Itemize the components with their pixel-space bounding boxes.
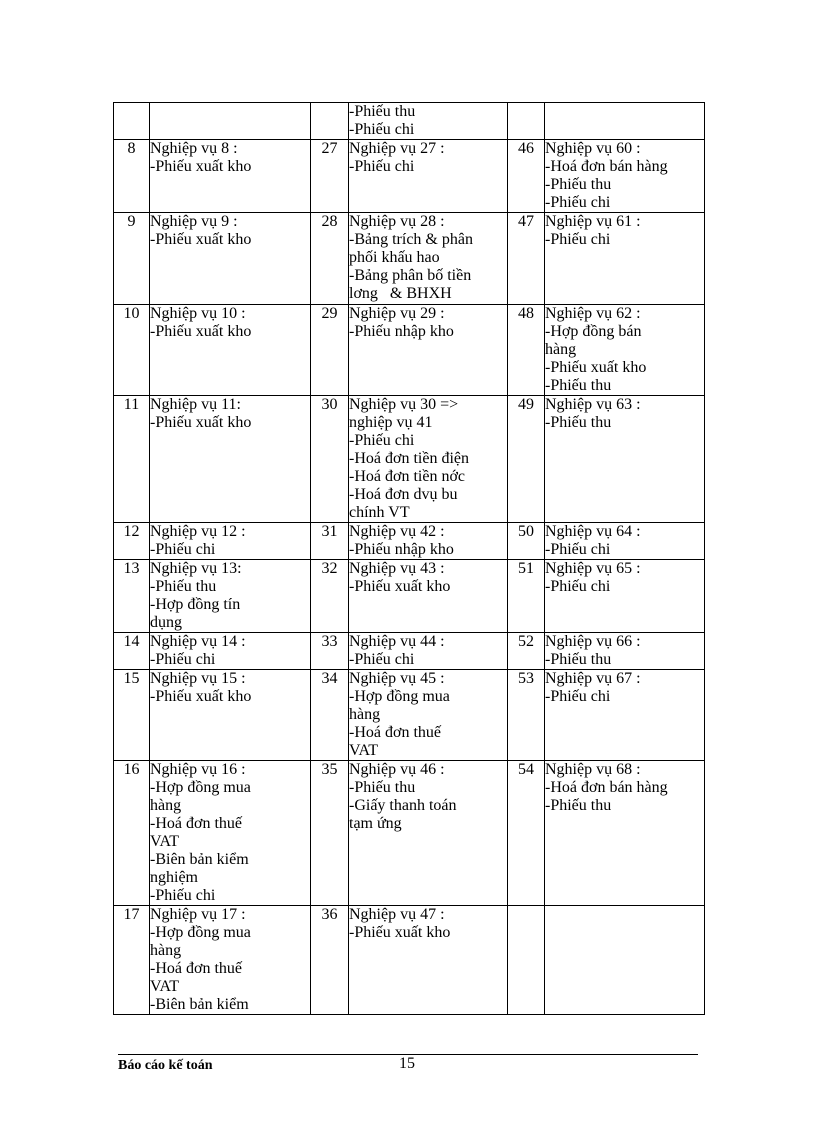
description-line: -Phiếu xuất kho: [545, 359, 647, 376]
row-number-cell: 15: [114, 670, 150, 761]
transaction-description-cell: [150, 906, 311, 1015]
description-line: Nghiệp vụ 12 :: [150, 523, 246, 540]
description-line: Nghiệp vụ 63 :: [545, 396, 641, 413]
description-line: -Phiếu thu: [545, 377, 612, 394]
description-line: Nghiệp vụ 44 :: [349, 633, 445, 650]
description-line: hàng: [545, 341, 577, 358]
row-number-cell: 53: [508, 670, 545, 761]
description-line: Nghiệp vụ 28 :: [349, 213, 445, 230]
footer-title: Báo cáo kế toán: [118, 1058, 213, 1073]
table-row: [114, 103, 705, 140]
description-line: Nghiệp vụ 67 :: [545, 670, 641, 687]
transactions-table: [113, 102, 705, 1015]
description-line: -Phiếu chi: [349, 432, 415, 449]
description-line: Nghiệp vụ 68 :: [545, 761, 641, 778]
row-number-cell: 52: [508, 633, 545, 670]
description-line: Nghiệp vụ 17 :: [150, 906, 246, 923]
row-number-cell: 28: [311, 213, 349, 305]
transaction-description-cell: [545, 213, 705, 305]
row-number-cell: 49: [508, 396, 545, 523]
table-row: [114, 140, 705, 213]
row-number-cell: 8: [114, 140, 150, 213]
transaction-description-cell: [349, 906, 508, 1015]
transaction-description-cell: [150, 140, 311, 213]
description-line: -Hoá đơn thuế: [150, 815, 242, 832]
description-line: nghiệp vụ 41: [349, 414, 433, 431]
description-line: -Hoá đơn tiền nớc: [349, 468, 465, 485]
transaction-description-cell: [545, 305, 705, 396]
description-line: -Hợp đồng mua: [150, 924, 251, 941]
transaction-description-cell: [545, 140, 705, 213]
description-line: Nghiệp vụ 15 :: [150, 670, 246, 687]
description-line: -Phiếu nhập kho: [349, 541, 454, 558]
description-line: -Hợp đồng mua: [150, 779, 251, 796]
description-line: -Phiếu thu: [545, 651, 612, 668]
transaction-description-cell: [349, 396, 508, 523]
transaction-description-cell: [349, 213, 508, 305]
transaction-description-cell: [545, 906, 705, 1015]
description-line: -Phiếu chi: [545, 541, 611, 558]
row-number-cell: 36: [311, 906, 349, 1015]
row-number-cell: 34: [311, 670, 349, 761]
description-line: -Phiếu xuất kho: [150, 158, 252, 175]
transaction-description-cell: [349, 670, 508, 761]
row-number-cell: 9: [114, 213, 150, 305]
description-line: -Hoá đơn thuế: [150, 960, 242, 977]
transaction-description-cell: [349, 140, 508, 213]
transaction-description-cell: [349, 523, 508, 560]
row-number-cell: 48: [508, 305, 545, 396]
row-number-cell: 47: [508, 213, 545, 305]
description-line: Nghiệp vụ 42 :: [349, 523, 445, 540]
description-line: -Biên bản kiểm: [150, 996, 249, 1013]
row-number-cell: 17: [114, 906, 150, 1015]
description-line: -Biên bản kiểm: [150, 851, 249, 868]
row-number-cell: 13: [114, 560, 150, 633]
description-line: -Phiếu chi: [150, 887, 216, 904]
description-line: -Bảng phân bố tiền: [349, 267, 472, 284]
table-row: [114, 523, 705, 560]
description-line: -Phiếu xuất kho: [150, 231, 252, 248]
description-line: -Hợp đồng bán: [545, 323, 642, 340]
row-number-cell: 32: [311, 560, 349, 633]
description-line: -Phiếu chi: [349, 651, 415, 668]
description-line: Nghiệp vụ 62 :: [545, 305, 641, 322]
row-number-cell: 54: [508, 761, 545, 906]
row-number-cell: [114, 103, 150, 140]
description-line: Nghiệp vụ 64 :: [545, 523, 641, 540]
transaction-description-cell: [150, 633, 311, 670]
transaction-description-cell: [349, 305, 508, 396]
description-line: -Phiếu thu: [349, 103, 416, 120]
table-row: [114, 761, 705, 906]
description-line: Nghiệp vụ 16 :: [150, 761, 246, 778]
description-line: -Phiếu xuất kho: [349, 578, 451, 595]
table-row: [114, 305, 705, 396]
description-line: Nghiệp vụ 45 :: [349, 670, 445, 687]
row-number-cell: 30: [311, 396, 349, 523]
page-number: 15: [399, 1055, 415, 1072]
description-line: Nghiệp vụ 61 :: [545, 213, 641, 230]
row-number-cell: [508, 103, 545, 140]
row-number-cell: 31: [311, 523, 349, 560]
transaction-description-cell: [349, 103, 508, 140]
transaction-description-cell: [545, 670, 705, 761]
row-number-cell: 46: [508, 140, 545, 213]
transaction-description-cell: [545, 560, 705, 633]
description-line: -Phiếu xuất kho: [349, 924, 451, 941]
description-line: -Phiếu thu: [150, 578, 217, 595]
transaction-description-cell: [545, 396, 705, 523]
description-line: -Phiếu chi: [545, 688, 611, 705]
description-line: Nghiệp vụ 46 :: [349, 761, 445, 778]
description-line: -Bảng trích & phân: [349, 231, 473, 248]
transaction-description-cell: [545, 761, 705, 906]
description-line: -Phiếu xuất kho: [150, 414, 252, 431]
row-number-cell: 16: [114, 761, 150, 906]
description-line: Nghiệp vụ 30 =>: [349, 396, 459, 413]
description-line: -Phiếu thu: [349, 779, 416, 796]
description-line: -Phiếu chi: [349, 158, 415, 175]
description-line: -Hoá đơn tiền điện: [349, 450, 469, 467]
row-number-cell: 14: [114, 633, 150, 670]
row-number-cell: [311, 103, 349, 140]
description-line: Nghiệp vụ 43 :: [349, 560, 445, 577]
description-line: dụng: [150, 614, 182, 631]
description-line: -Hoá đơn thuế: [349, 724, 441, 741]
description-line: -Phiếu chi: [150, 541, 216, 558]
description-line: Nghiệp vụ 8 :: [150, 140, 238, 157]
row-number-cell: 10: [114, 305, 150, 396]
description-line: Nghiệp vụ 29 :: [349, 305, 445, 322]
description-line: VAT: [349, 742, 379, 759]
transaction-description-cell: [349, 560, 508, 633]
row-number-cell: 35: [311, 761, 349, 906]
description-line: VAT: [150, 978, 180, 995]
transaction-description-cell: [150, 523, 311, 560]
table-row: [114, 906, 705, 1015]
description-line: hàng: [150, 942, 182, 959]
transaction-description-cell: [150, 560, 311, 633]
description-line: Nghiệp vụ 13:: [150, 560, 242, 577]
description-line: -Phiếu chi: [545, 231, 611, 248]
description-line: -Phiếu chi: [545, 578, 611, 595]
transaction-description-cell: [150, 670, 311, 761]
description-line: chính VT: [349, 504, 410, 521]
description-line: Nghiệp vụ 9 :: [150, 213, 238, 230]
transaction-description-cell: [150, 103, 311, 140]
transaction-description-cell: [150, 305, 311, 396]
description-line: -Hoá đơn bán hàng: [545, 779, 668, 796]
description-line: Nghiệp vụ 27 :: [349, 140, 445, 157]
transaction-description-cell: [545, 103, 705, 140]
description-line: Nghiệp vụ 47 :: [349, 906, 445, 923]
description-line: -Phiếu thu: [545, 414, 612, 431]
description-line: -Phiếu xuất kho: [150, 323, 252, 340]
description-line: phối khấu hao: [349, 249, 440, 266]
description-line: Nghiệp vụ 66 :: [545, 633, 641, 650]
description-line: -Phiếu thu: [545, 797, 612, 814]
row-number-cell: 33: [311, 633, 349, 670]
description-line: -Phiếu chi: [349, 121, 415, 138]
description-line: Nghiệp vụ 10 :: [150, 305, 246, 322]
transaction-description-cell: [150, 396, 311, 523]
description-line: lơng & BHXH: [349, 285, 452, 302]
row-number-cell: 11: [114, 396, 150, 523]
description-line: -Phiếu thu: [545, 176, 612, 193]
description-line: nghiệm: [150, 869, 198, 886]
description-line: -Giấy thanh toán: [349, 797, 457, 814]
description-line: -Hoá đơn bán hàng: [545, 158, 668, 175]
transaction-description-cell: [349, 633, 508, 670]
transaction-description-cell: [150, 213, 311, 305]
description-line: -Phiếu chi: [150, 651, 216, 668]
row-number-cell: 12: [114, 523, 150, 560]
description-line: -Phiếu chi: [545, 194, 611, 211]
transaction-description-cell: [150, 761, 311, 906]
description-line: -Hoá đơn dvụ bu: [349, 486, 458, 503]
row-number-cell: 27: [311, 140, 349, 213]
description-line: tạm ứng: [349, 815, 402, 832]
description-line: Nghiệp vụ 14 :: [150, 633, 246, 650]
table-row: [114, 633, 705, 670]
transaction-description-cell: [545, 523, 705, 560]
description-line: -Phiếu nhập kho: [349, 323, 454, 340]
description-line: VAT: [150, 833, 180, 850]
description-line: Nghiệp vụ 60 :: [545, 140, 641, 157]
description-line: -Phiếu xuất kho: [150, 688, 252, 705]
transaction-description-cell: [545, 633, 705, 670]
description-line: Nghiệp vụ 65 :: [545, 560, 641, 577]
description-line: Nghiệp vụ 11:: [150, 396, 241, 413]
description-line: hàng: [150, 797, 182, 814]
table-body: [114, 103, 705, 1015]
row-number-cell: 29: [311, 305, 349, 396]
table-row: [114, 560, 705, 633]
row-number-cell: 50: [508, 523, 545, 560]
table-row: [114, 213, 705, 305]
description-line: hàng: [349, 706, 381, 723]
row-number-cell: [508, 906, 545, 1015]
description-line: -Hợp đồng tín: [150, 596, 241, 613]
transaction-description-cell: [349, 761, 508, 906]
table-row: [114, 670, 705, 761]
table-row: [114, 396, 705, 523]
row-number-cell: 51: [508, 560, 545, 633]
description-line: -Hợp đồng mua: [349, 688, 450, 705]
